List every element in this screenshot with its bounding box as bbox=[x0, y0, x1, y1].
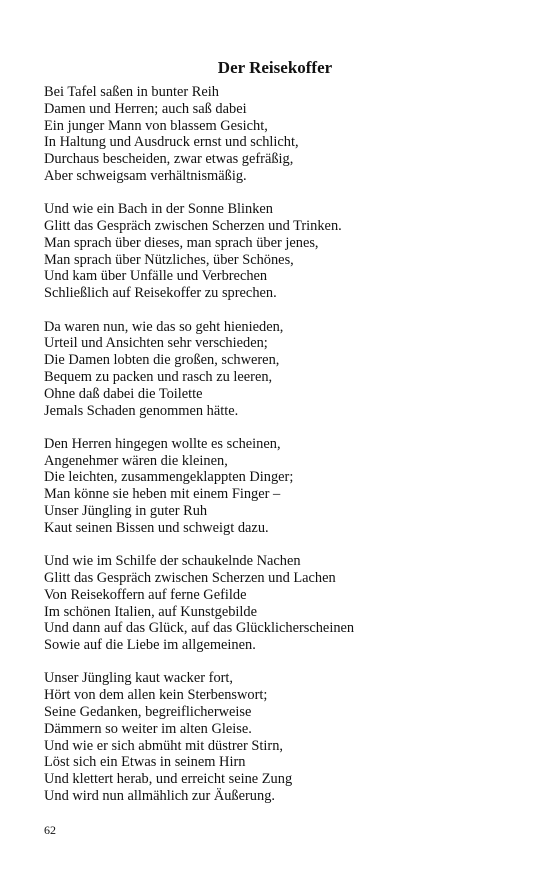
poem-line: Und wie im Schilfe der schaukelnde Nachen bbox=[44, 553, 301, 570]
poem-line: Und dann auf das Glück, auf das Glücklicherscheinen bbox=[44, 620, 355, 637]
poem-body bbox=[44, 84, 524, 821]
poem-line: Angenehmer wären die kleinen, bbox=[44, 452, 228, 469]
poem-line: Glitt das Gespräch zwischen Scherzen und Trinken. bbox=[44, 218, 342, 235]
poem-line: Unser Jüngling kaut wacker fort, bbox=[44, 670, 234, 687]
poem-line: Und klettert herab, und erreicht seine Zung bbox=[44, 771, 293, 788]
poem-line: Schließlich auf Reisekoffer zu sprechen. bbox=[44, 285, 277, 302]
poem-line: Von Reisekoffern auf ferne Gefilde bbox=[44, 586, 247, 603]
poem-line: Hört von dem allen kein Sterbenswort; bbox=[44, 687, 268, 704]
poem-line: Jemals Schaden genommen hätte. bbox=[44, 402, 239, 419]
poem-line: Im schönen Italien, auf Kunstgebilde bbox=[44, 603, 257, 620]
stanza-3 bbox=[44, 319, 524, 420]
poem-line: Aber schweigsam verhältnismäßig. bbox=[44, 167, 247, 184]
poem-line: Ohne daß dabei die Toilette bbox=[44, 385, 203, 402]
poem-line: Ein junger Mann von blassem Gesicht, bbox=[44, 117, 268, 134]
stanza-2 bbox=[44, 201, 524, 302]
page-number: 62 bbox=[44, 823, 56, 837]
poem-title: Der Reisekoffer bbox=[217, 58, 333, 77]
poem-line: Und wie er sich abmüht mit düstrer Stirn, bbox=[44, 737, 284, 754]
poem-line: Da waren nun, wie das so geht hienieden, bbox=[44, 318, 284, 335]
poem-line: Und wird nun allmählich zur Äußerung. bbox=[44, 787, 275, 804]
poem-line: Unser Jüngling in guter Ruh bbox=[44, 503, 208, 520]
poem-line: Glitt das Gespräch zwischen Scherzen und Lachen bbox=[44, 569, 336, 586]
poem-line: Kaut seinen Bissen und schweigt dazu. bbox=[44, 519, 269, 536]
poem-line: Man könne sie heben mit einem Finger – bbox=[44, 486, 281, 503]
poem-line: Und kam über Unfälle und Verbrechen bbox=[44, 268, 268, 285]
poem-line: Durchaus bescheiden, zwar etwas gefräßig, bbox=[44, 151, 294, 168]
poem-line: Seine Gedanken, begreiflicherweise bbox=[44, 704, 252, 720]
poem-line: Urteil und Ansichten sehr verschieden; bbox=[44, 335, 268, 352]
poem-line: In Haltung und Ausdruck ernst und schlicht, bbox=[44, 134, 299, 151]
stanza-1 bbox=[44, 84, 524, 185]
poem-line: Sowie auf die Liebe im allgemeinen. bbox=[44, 637, 256, 654]
poem-line: Man sprach über Nützliches, über Schönes, bbox=[44, 251, 294, 268]
poem-line: Löst sich ein Etwas in seinem Hirn bbox=[44, 754, 246, 771]
poem-line: Damen und Herren; auch saß dabei bbox=[44, 100, 247, 117]
poem-line: Und wie ein Bach in der Sonne Blinken bbox=[44, 201, 274, 218]
poem-line: Die leichten, zusammengeklappten Dinger; bbox=[44, 469, 294, 486]
poem-line: Dämmern so weiter im alten Gleise. bbox=[44, 720, 252, 737]
stanza-4 bbox=[44, 436, 524, 537]
poem-line: Bequem zu packen und rasch zu leeren, bbox=[44, 368, 273, 385]
stanza-5 bbox=[44, 553, 524, 654]
poem-line: Den Herren hingegen wollte es scheinen, bbox=[44, 435, 281, 452]
poem-line: Die Damen lobten die großen, schweren, bbox=[44, 352, 280, 369]
poem-line: Man sprach über dieses, man sprach über jenes, bbox=[44, 234, 319, 251]
poem-line: Bei Tafel saßen in bunter Reih bbox=[44, 84, 219, 100]
stanza-6 bbox=[44, 670, 524, 804]
